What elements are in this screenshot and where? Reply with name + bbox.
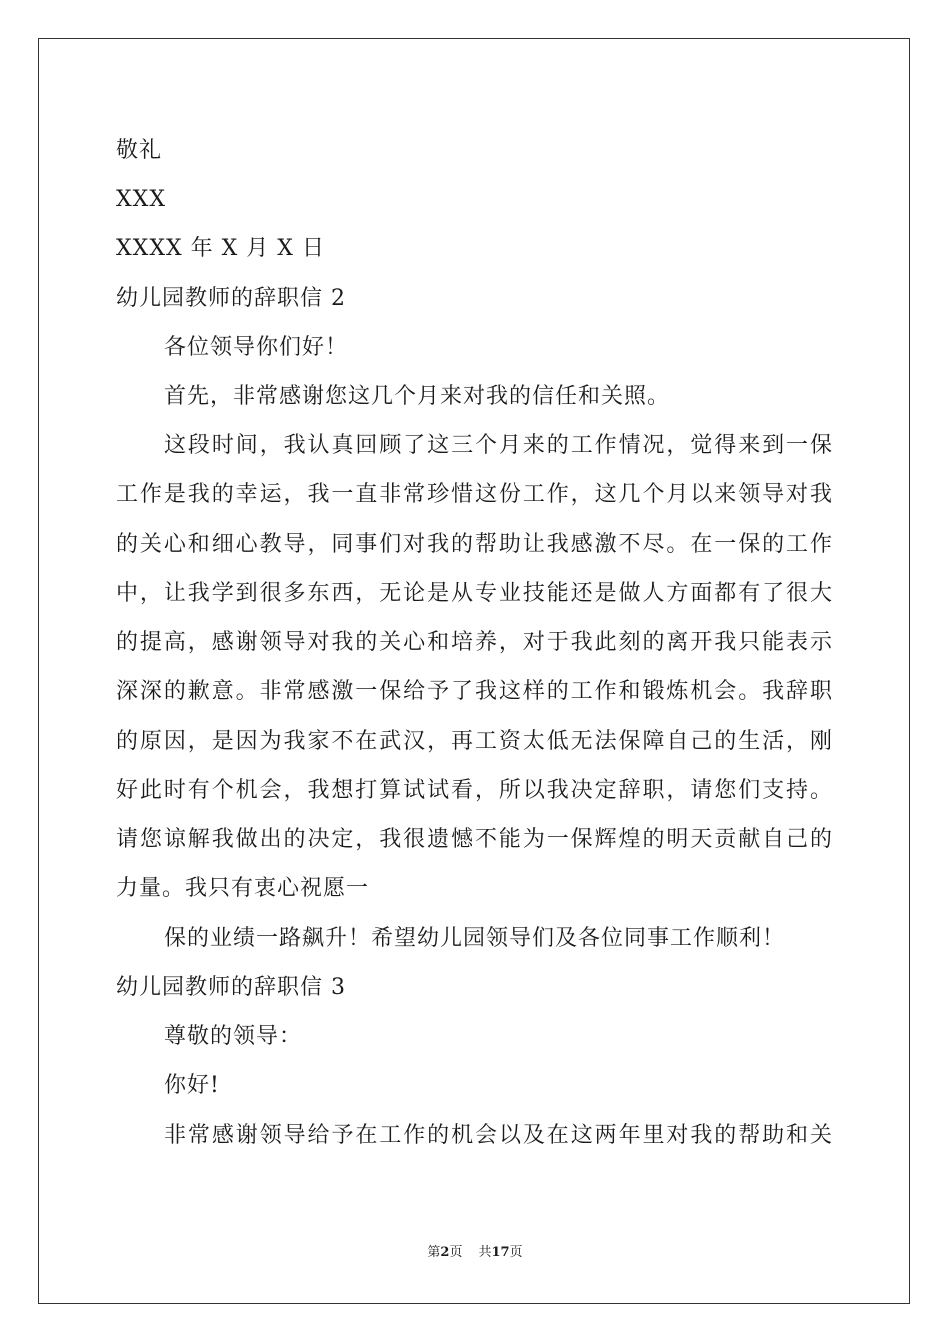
letter-title: 幼儿园教师的辞职信 2 [116,286,346,311]
letter-greeting: 各位领导你们好！ [164,335,349,360]
paragraph-line: 深深的歉意。非常感激一保给予了我这样的工作和锻炼机会。我辞职 [116,679,832,704]
paragraph-line: 的提高，感谢领导对我的关心和培养，对于我此刻的离开我只能表示 [116,630,832,655]
closing-date: XXXX 年 X 月 X 日 [116,236,325,261]
paragraph-line: 保的业绩一路飙升！希望幼儿园领导们及各位同事工作顺利！ [164,926,786,951]
paragraph-line: 请您谅解我做出的决定，我很遗憾不能为一保辉煌的明天贡献自己的 [116,827,832,852]
letter-greeting: 你好! [164,1073,220,1098]
letter-salutation: 尊敬的领导： [164,1024,303,1049]
closing-signature: XXX [116,187,166,212]
paragraph-line: 力量。我只有衷心祝愿一 [116,876,370,901]
paragraph-line: 中，让我学到很多东西，无论是从专业技能还是做人方面都有了很大 [116,581,832,606]
paragraph-line: 的原因，是因为我家不在武汉，再工资太低无法保障自己的生活，刚 [116,729,832,754]
letter-title: 幼儿园教师的辞职信 3 [116,975,346,1000]
closing-salute: 敬礼 [116,138,163,163]
paragraph-line: 的关心和细心教导，同事们对我的帮助让我感激不尽。在一保的工作 [116,532,832,557]
paragraph-line: 这段时间，我认真回顾了这三个月来的工作情况，觉得来到一保 [164,433,832,458]
total-pages-label: 共17页 [478,1245,523,1260]
page-number-label: 第2页 [427,1245,463,1260]
paragraph-line: 首先，非常感谢您这几个月来对我的信任和关照。 [164,384,671,409]
page-border [38,38,910,1304]
paragraph-line: 工作是我的幸运，我一直非常珍惜这份工作，这几个月以来领导对我 [116,482,832,507]
paragraph-line: 好此时有个机会，我想打算试试看，所以我决定辞职，请您们支持。 [116,778,832,803]
paragraph-line: 非常感谢领导给予在工作的机会以及在这两年里对我的帮助和关 [164,1123,832,1148]
page-footer [0,1244,950,1262]
